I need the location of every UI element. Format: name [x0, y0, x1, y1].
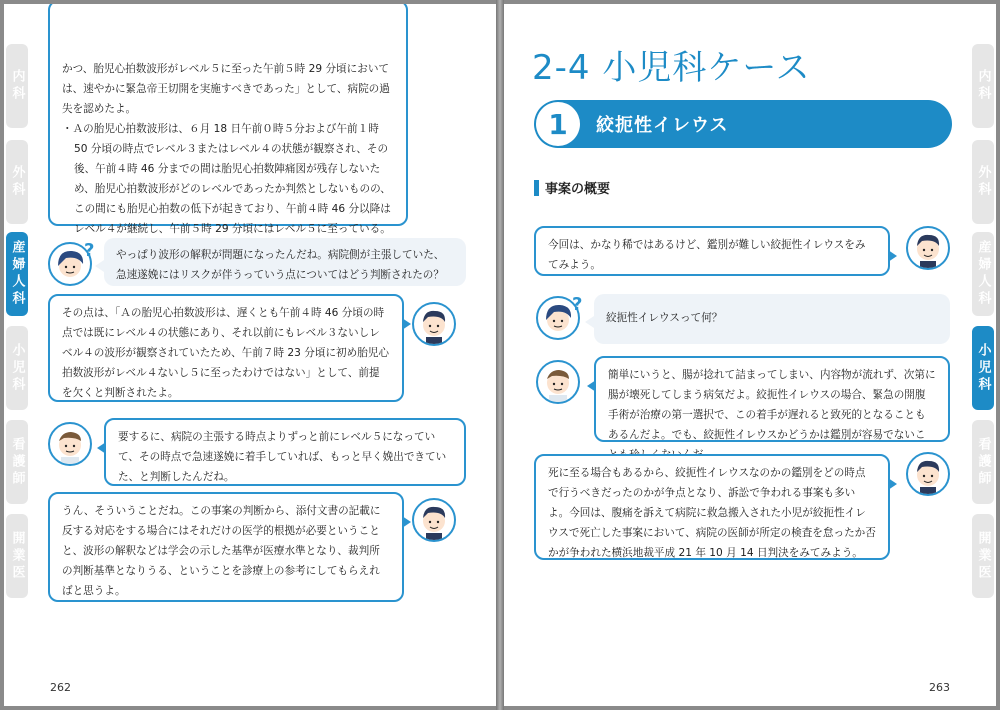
bubble-text: 今回は、かなり稀ではあるけど、鑑別が難しい絞扼性イレウスをみてみよう。 [548, 239, 866, 271]
page-number: 262 [50, 681, 71, 694]
tab-label: 看護師 [9, 436, 25, 488]
tab-label: 看護師 [975, 436, 991, 488]
tab-practitioner[interactable] [6, 514, 28, 598]
bubble-text: やっぱり波形の解釈が問題になったんだね。病院側が主張していた、急速遂娩にはリスクが伴うっていう点についてはどう判断されたの？ [116, 249, 445, 281]
tab-nurse[interactable] [6, 420, 28, 504]
tab-label: 開業医 [9, 530, 25, 582]
speech-bubble-girl-2 [594, 294, 950, 344]
section-number: 1 [536, 102, 580, 146]
speech-bubble-lawyer-1 [48, 4, 408, 235]
avatar-lawyer-icon [412, 302, 456, 346]
tab-label: 小児科 [9, 342, 25, 394]
tab-pediatrics[interactable] [6, 326, 28, 410]
right-page [504, 4, 996, 706]
bubble-text: 簡単にいうと、腸が捻れて詰まってしまい、内容物が流れず、次第に腸が壊死してしまう病気だよ。絞扼性イレウスの場合、緊急の開腹手術が治療の第一選択で、この着手が遅れると致死的となることもあるんだよ。でも、絞扼性イレウスかどうかは鑑別が容易でないこ [608, 369, 936, 441]
tab-obstetrics[interactable] [6, 232, 28, 316]
bubble-text: その点は、「Ａの胎児心拍数波形は、遅くとも午前４時 46 分頃の時点では既にレベル４の状態にあり、それ以前にもレベル３ないしレベル４の波形が観察されていたため、午前７時 23 分頃に初め胎児心拍数波形がレベル４ないし５に至ったわけではない」として、前提を欠くと判断されたよ。 [62, 307, 390, 399]
tab-nurse[interactable] [972, 420, 994, 504]
tab-surgery[interactable] [972, 140, 994, 224]
avatar-doctor-icon [536, 360, 580, 404]
avatar-lawyer-icon [906, 452, 950, 496]
bubble-text: うん、そういうことだね。この事案の判断から、添付文書の記載に反する対応をする場合にはそれだけの医学的根拠が必要ということと、波形の解釈などは学会の示した基準が医療水準となり、裁判所の判断基準となりうる、ということを診療上の参考にしてもらえればと思うよ。 [62, 505, 381, 597]
tab-internal-medicine[interactable] [6, 44, 28, 128]
tab-label: 小児科 [975, 342, 991, 394]
speech-bubble-lawyer-2 [48, 294, 404, 402]
section-title: 絞扼性イレウス [596, 115, 729, 136]
tab-label: 内科 [9, 69, 25, 103]
tab-pediatrics[interactable] [972, 326, 994, 410]
subheading-text: 事案の概要 [545, 182, 611, 197]
bubble-text: 死に至る場合もあるから、絞扼性イレウスなのかの鑑別をどの時点で行うべきだったのかが争点となり、訴訟で争われる事案も多いよ。今回は、腹痛を訴えて病院に救急搬入された小児が絞扼性イレウスで死亡した事案において、病院の医師が所定の検査を怠ったか否かが争われた横浜地裁平成 21 年 10 月 14 日判決をみてみよう。 [548, 467, 876, 559]
speech-bubble-lawyer-3 [48, 492, 404, 602]
speech-bubble-lawyer-4 [534, 226, 890, 276]
book-spine [496, 0, 504, 710]
avatar-lawyer-icon [412, 498, 456, 542]
section-header [534, 100, 952, 148]
tab-label: 産婦人科 [975, 240, 991, 308]
tab-label: 内科 [975, 69, 991, 103]
speech-bubble-lawyer-5 [534, 454, 890, 560]
avatar-lawyer-icon [906, 226, 950, 270]
chapter-title: 2-4 小児科ケース [532, 48, 811, 88]
tab-obstetrics[interactable] [972, 232, 994, 316]
tab-label: 開業医 [975, 530, 991, 582]
question-mark-icon: ? [84, 240, 95, 261]
speech-bubble-doctor-1 [104, 418, 466, 486]
bubble-bullet-text: ・Ａの胎児心拍数波形は、６月 18 日午前０時５分および午前１時 50 分頃の時点でレベル３またはレベル４の状態が観察され、その後、午前４時 46 分までの間は胎児心拍数陣痛図が残存しないため、胎児心拍数波形がどのレベルであったか判然としないものの、この間にも胎児心拍数の低下が起きており、午前４時 46 分以降はレベル４が継続し、午前５時 29 分頃にはレベル５に至っている。 [62, 123, 391, 235]
bubble-text: 絞扼性イレウスって何？ [606, 312, 723, 324]
avatar-doctor-icon [48, 422, 92, 466]
tab-surgery[interactable] [6, 140, 28, 224]
page-number: 263 [929, 681, 950, 694]
question-mark-icon: ? [572, 294, 583, 315]
bubble-text: 要するに、病院の主張する時点よりずっと前にレベル５になっていて、その時点で急速遂娩に着手していれば、もっと早く娩出できていた、と判断したんだね。 [118, 431, 447, 483]
speech-bubble-girl-1 [104, 238, 466, 286]
tab-label: 産婦人科 [9, 240, 25, 308]
subheading-marker [534, 180, 539, 196]
tab-practitioner[interactable] [972, 514, 994, 598]
bubble-text: かつ、胎児心拍数波形がレベル５に至った午前５時 29 分頃においては、速やかに緊急帝王切開を実施すべきであった」として、病院の過失を認めたよ。 [62, 63, 390, 115]
tab-label: 外科 [9, 165, 25, 199]
speech-bubble-doctor-2 [594, 356, 950, 442]
tab-label: 外科 [975, 165, 991, 199]
subheading [534, 178, 610, 197]
left-page [4, 4, 496, 706]
tab-internal-medicine[interactable] [972, 44, 994, 128]
